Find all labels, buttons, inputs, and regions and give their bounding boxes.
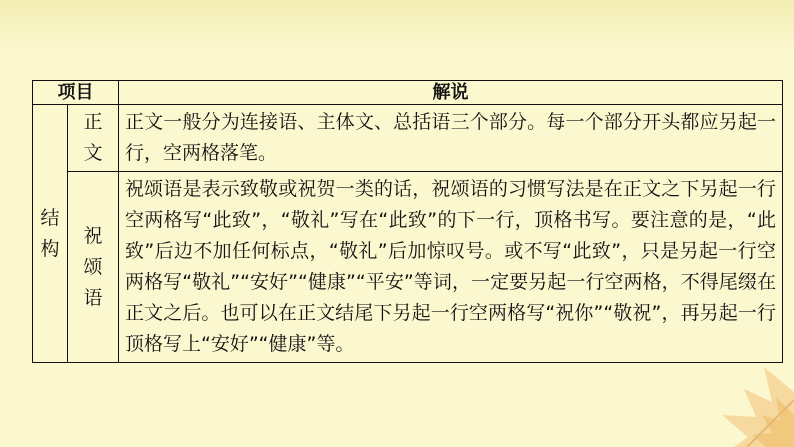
header-item: 项目 [33, 81, 119, 105]
group-label-char: 结 [40, 206, 60, 229]
row-label-char: 颂 [83, 255, 103, 278]
group-label-char: 构 [40, 237, 60, 260]
header-explain: 解说 [119, 81, 783, 105]
table-row [33, 105, 783, 172]
group-label-cell [33, 105, 68, 363]
row-label-char: 祝 [83, 224, 103, 247]
letter-structure-table [32, 80, 783, 363]
row-label [68, 221, 118, 314]
row-label-char: 文 [83, 142, 103, 164]
row-label [68, 107, 118, 169]
row-label-char: 正 [83, 111, 103, 133]
row-label-cell [68, 105, 119, 172]
table-row [33, 172, 783, 363]
row-text: 正文一般分为连接语、主体文、总括语三个部分。每一个部分开头都应另起一行，空两格落笔。 [119, 105, 783, 172]
group-label [33, 203, 67, 265]
letter-structure-table-wrap [32, 80, 783, 363]
row-label-cell [68, 172, 119, 363]
row-text: 祝颂语是表示致敬或祝贺一类的话，祝颂语的习惯写法是在正文之下另起一行空两格写“此致”，“敬礼”写在“此致”的下一行，顶格书写。要注意的是，“此致”后边不加任何标点，“敬礼”后加惊叹号。或不写“此致”，只是另起一行空两格写“敬礼”“安好”“健康”“平安”等词，一定要另起一行空两格，不得尾缀在正文之后。也可以在正文结尾下另起一行空两格写“祝你”“敬祝”，再另起一行顶格写上“安好”“健康”等。 [119, 172, 783, 363]
table-header-row [33, 81, 783, 105]
row-label-char: 语 [83, 286, 103, 309]
page-header-band [0, 0, 794, 52]
